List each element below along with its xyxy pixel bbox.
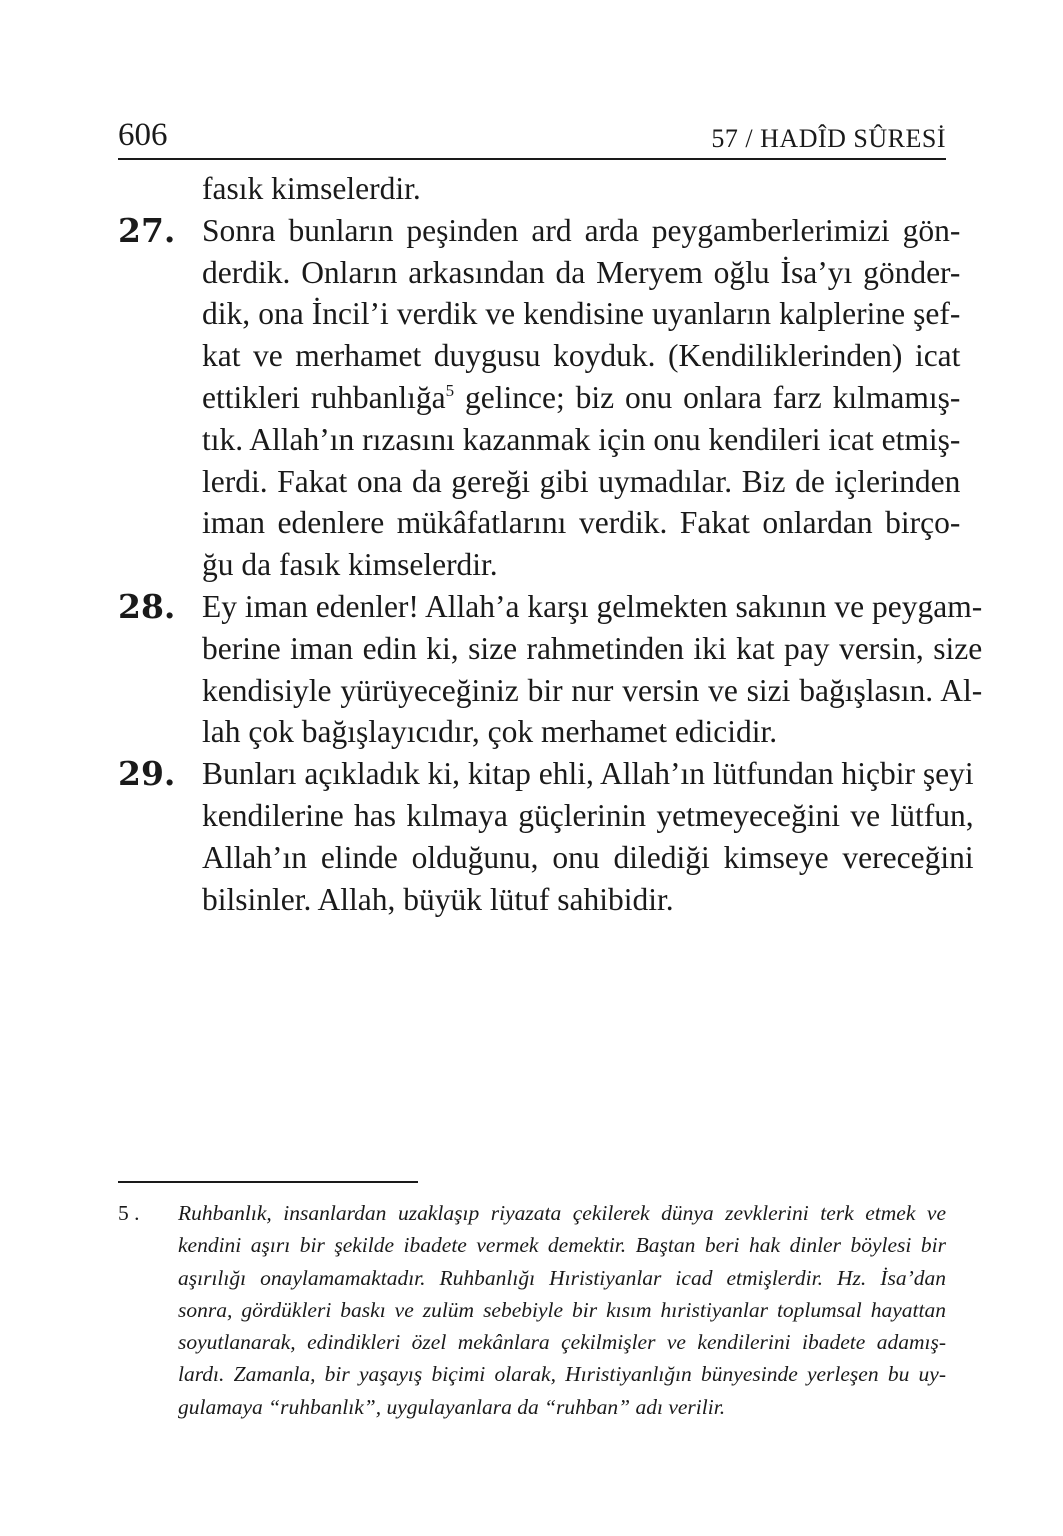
footnote-divider bbox=[118, 1181, 418, 1183]
verse-line: ğu da fasık kimselerdir. bbox=[202, 547, 498, 583]
footnote-line: lardı. Zamanla, bir yaşayış biçimi olarak, Hıristiyanlığın bünyesinde yerleşen bu uy- bbox=[178, 1362, 946, 1387]
verse-line: kendilerine has kılmaya güçlerinin yetmeyeceğini ve lütfun, bbox=[202, 797, 974, 833]
verse-line: bilsinler. Allah, büyük lütuf sahibidir. bbox=[202, 881, 674, 917]
verse-number: 27. bbox=[118, 210, 176, 250]
footnote bbox=[118, 1197, 946, 1423]
footnote-line: Ruhbanlık, insanlardan uzaklaşıp riyazata çekilerek dünya zevklerini terk etmek ve bbox=[178, 1201, 946, 1225]
verse-body bbox=[202, 210, 960, 586]
footnote-line: sonra, gördükleri baskı ve zulüm sebebiyle bir kısım hıristiyanlar toplumsal hayattan bbox=[178, 1297, 946, 1322]
verse-line: tık. Allah’ın rızasını kazanmak için onu kendileri icat etmiş- bbox=[202, 421, 961, 457]
verse-27 bbox=[118, 210, 961, 586]
verse-line: Sonra bunların peşinden ard arda peygamberlerimizi gön- bbox=[202, 212, 961, 248]
page-number: 606 bbox=[118, 117, 168, 153]
footnote-reference[interactable]: 5 bbox=[445, 380, 455, 400]
verse-line-part: ettikleri ruhbanlığa bbox=[202, 379, 446, 415]
verse-line: berine iman edin ki, size rahmetinden iki kat pay versin, size bbox=[202, 630, 983, 666]
footnote-line: aşırılığı onaylamamaktadır. Ruhbanlığı Hıristiyanlar icad etmişlerdir. Hz. İsa’dan bbox=[178, 1265, 946, 1290]
verse-line-part: gelince; biz onu onlara farz kılmamış- bbox=[454, 379, 961, 415]
verse-line: lah çok bağışlayıcıdır, çok merhamet edicidir. bbox=[202, 714, 778, 750]
verse-line: Allah’ın elinde olduğunu, onu dilediği kimseye vereceğini bbox=[202, 839, 974, 875]
verse-line: Bunları açıkladık ki, kitap ehli, Allah’ın lütfundan hiçbir şeyi bbox=[202, 756, 974, 792]
verse-line-with-footnote bbox=[202, 377, 960, 419]
footnote-line: kendini aşırı bir şekilde ibadete vermek demektir. Baştan beri hak dinler böylesi bir bbox=[178, 1233, 946, 1258]
verse-line: iman edenlere mükâfatlarını verdik. Fakat onlardan birço- bbox=[202, 505, 961, 541]
footnote-body bbox=[178, 1197, 946, 1423]
footnote-mark: 5 . bbox=[118, 1201, 140, 1225]
verse-continuation: fasık kimselerdir. bbox=[202, 171, 421, 206]
verse-line: kat ve merhamet duygusu koyduk. (Kendiliklerinden) icat bbox=[202, 338, 961, 374]
footnote-line: soyutlanarak, edindikleri özel mekânlara çekilmişler ve kendilerini ibadete adamış- bbox=[178, 1330, 946, 1355]
verse-line: kendisiyle yürüyeceğiniz bir nur versin ve sizi bağışlasın. Al- bbox=[202, 672, 983, 708]
verse-number: 29. bbox=[118, 754, 176, 794]
footnote-line: gulamaya “ruhbanlık”, uygulayanlara da “ruhban” adı verilir. bbox=[178, 1394, 726, 1419]
verse-body bbox=[202, 753, 974, 920]
verse-line: derdik. Onların arkasından da Meryem oğlu İsa’yı gönder- bbox=[202, 254, 961, 290]
verse-line: dik, ona İncil’i verdik ve kendisine uyanların kalplerine şef- bbox=[202, 296, 961, 332]
verse-28 bbox=[118, 586, 983, 753]
verse-29 bbox=[118, 753, 974, 920]
verse-number: 28. bbox=[118, 586, 176, 626]
verse-line: Ey iman edenler! Allah’a karşı gelmekten sakının ve peygam- bbox=[202, 588, 983, 624]
page-header bbox=[118, 112, 946, 160]
running-head: 57 / HADÎD SÛRESİ bbox=[711, 124, 946, 153]
verse-body bbox=[202, 586, 982, 753]
verse-text bbox=[118, 168, 983, 920]
verse-line: lerdi. Fakat ona da gereği gibi uymadılar. Biz de içlerinden bbox=[202, 463, 961, 499]
